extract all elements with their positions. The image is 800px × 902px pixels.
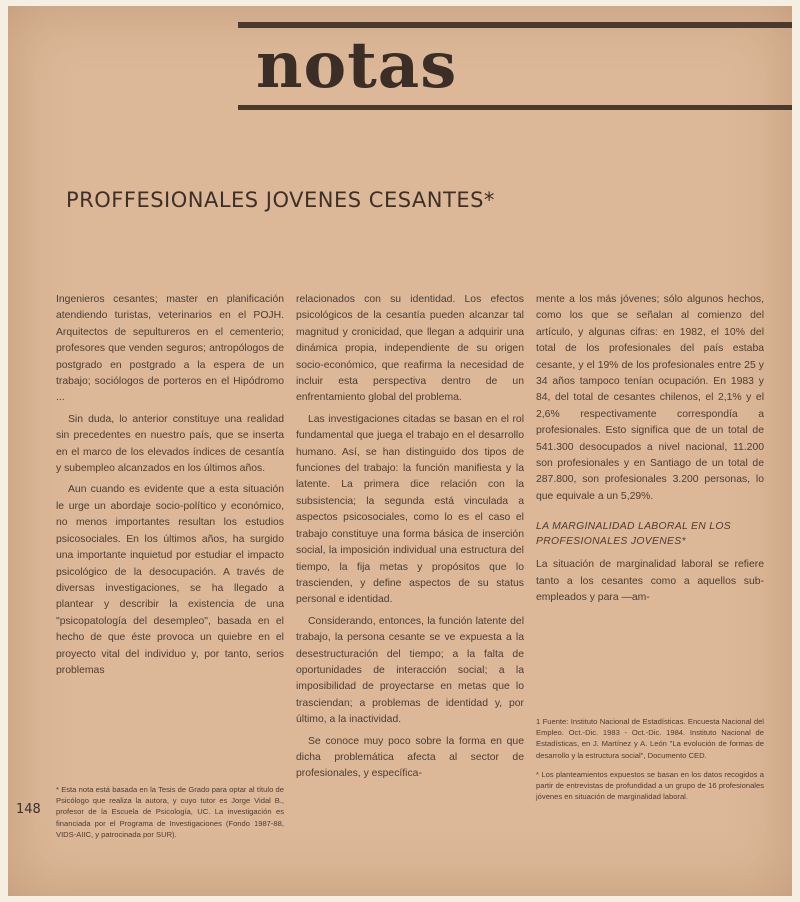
paragraph: Aun cuando es evidente que a esta situación le urge un abordaje socio-político y económico, no menos importantes resultan los estudios psicosociales. En los últimos años, ha surgido una importante inquietud por estudiar el impacto psicológico de la desocupación. A través de diversas investigaciones, se ha llegado a plantear y describir la existencia de una "psicopatología del desempleo", basada en el hecho de que éste provoca un quiebre en el proyecto vital del individuo y, por tanto, serios problemas [56, 484, 284, 676]
article-title: PROFFESIONALES JOVENES CESANTES* [66, 188, 495, 212]
page-number: 148 [16, 802, 41, 817]
paragraph: Se conoce muy poco sobre la forma en que dicha problemática afecta al sector de profesionales, y específica- [296, 735, 524, 780]
magazine-page [8, 6, 792, 896]
text-column-3 [536, 292, 764, 612]
section-header: notas [256, 28, 458, 103]
paragraph: Las investigaciones citadas se basan en el rol fundamental que juega el trabajo en el desarrollo humano. Así, se han distinguido dos tipos de funciones del trabajo: la función manifiesta y la latente. La primera dice relación con la subsistencia; la segunda está vinculada a aspectos psicosociales, como lo es el caso el trabajo constituye una forma básica de inserción social, la imposición individual una estructura del tiempo, la fija metas y propósitos que lo trascienden, y define aspectos de su status personal e identidad. [296, 413, 524, 606]
footnote-text: * Los planteamientos expuestos se basan en los datos recogidos a partir de entrevistas de profundidad a un grupo de 16 profesionales jóvenes en situación de marginalidad laboral. [536, 769, 764, 802]
header-rule-bottom [238, 105, 792, 110]
footnotes-right [536, 716, 764, 810]
paragraph: mente a los más jóvenes; sólo algunos hechos, como los que se señalan al comienzo del artículo, y algunas cifras: en 1982, el 10% del total de los profesionales del país estaba cesante, y el 19% de los profesionales entre 25 y 34 años tampoco tenían ocupación. En 1983 y 84, del total de cesantes chilenos, el 2,1% y el 2,6% respectivamente correspondía a profesionales. Esto significa que de un total de 541.300 desocupados a nivel nacional, 11.200 son profesionales y en Santiago de un total de 287.800, son profesionales 3.200 personas, lo que equivale a un 5,29%. [536, 294, 764, 502]
footnote-text: * Esta nota está basada en la Tesis de Grado para optar al título de Psicólogo que realiza la autora, y cuyo tutor es Jorge Vidal B., profesor de la Escuela de Psicología, UC. La investigación es financiada por el Programa de Investigaciones (Fondo 1987-88, VIDS-AIIC, y patrocinada por SUR). [56, 785, 284, 839]
text-column-1 [56, 292, 284, 684]
footnote-text: 1 Fuente: Instituto Nacional de Estadísticas. Encuesta Nacional del Empleo. Oct.-Dic. 1983 - Oct.-Dic. 1984. Instituto Nacional de Estadísticas, en J. Martínez y A. León "La evolución de formas de desarrollo y la estructura social", Documento CED. [536, 717, 764, 760]
paragraph: La situación de marginalidad laboral se refiere tanto a los cesantes como a aquellos sub-empleados y para —am- [536, 559, 764, 604]
paragraph: Ingenieros cesantes; master en planificación atendiendo turistas, veterinarios en el POJH. Arquitectos de sepultureros en el cementerio; profesores que venden seguros; antropólogos de postgrado en postgrado a la espera de un trabajo; sociólogos de porteros en el Hipódromo ... [56, 294, 284, 404]
footnote-left [56, 784, 284, 848]
text-column-2 [296, 292, 524, 788]
paragraph: Considerando, entonces, la función latente del trabajo, la persona cesante se ve expuesta a la desestructuración del tiempo; a la falta de oportunidades de interacción social; a la imposibilidad de proyectarse en metas que lo trasciendan; a problemas de identidad y, por último, a la inactividad. [296, 615, 524, 726]
paragraph: relacionados con su identidad. Los efectos psicológicos de la cesantía pueden alcanzar tal magnitud y cronicidad, que llegan a adquirir una dinámica propia, independiente de su origen socio-económico, que reafirma la necesidad de incluir esta perspectiva dentro de un enfrentamiento global del problema. [296, 294, 524, 404]
paragraph: Sin duda, lo anterior constituye una realidad sin precedentes en nuestro país, que se inserta en el marco de los elevados índices de cesantía y subempleo alcanzados en los últimos años. [56, 413, 284, 475]
section-subheading: LA MARGINALIDAD LABORAL EN LOS PROFESIONALES JOVENES* [536, 521, 731, 548]
